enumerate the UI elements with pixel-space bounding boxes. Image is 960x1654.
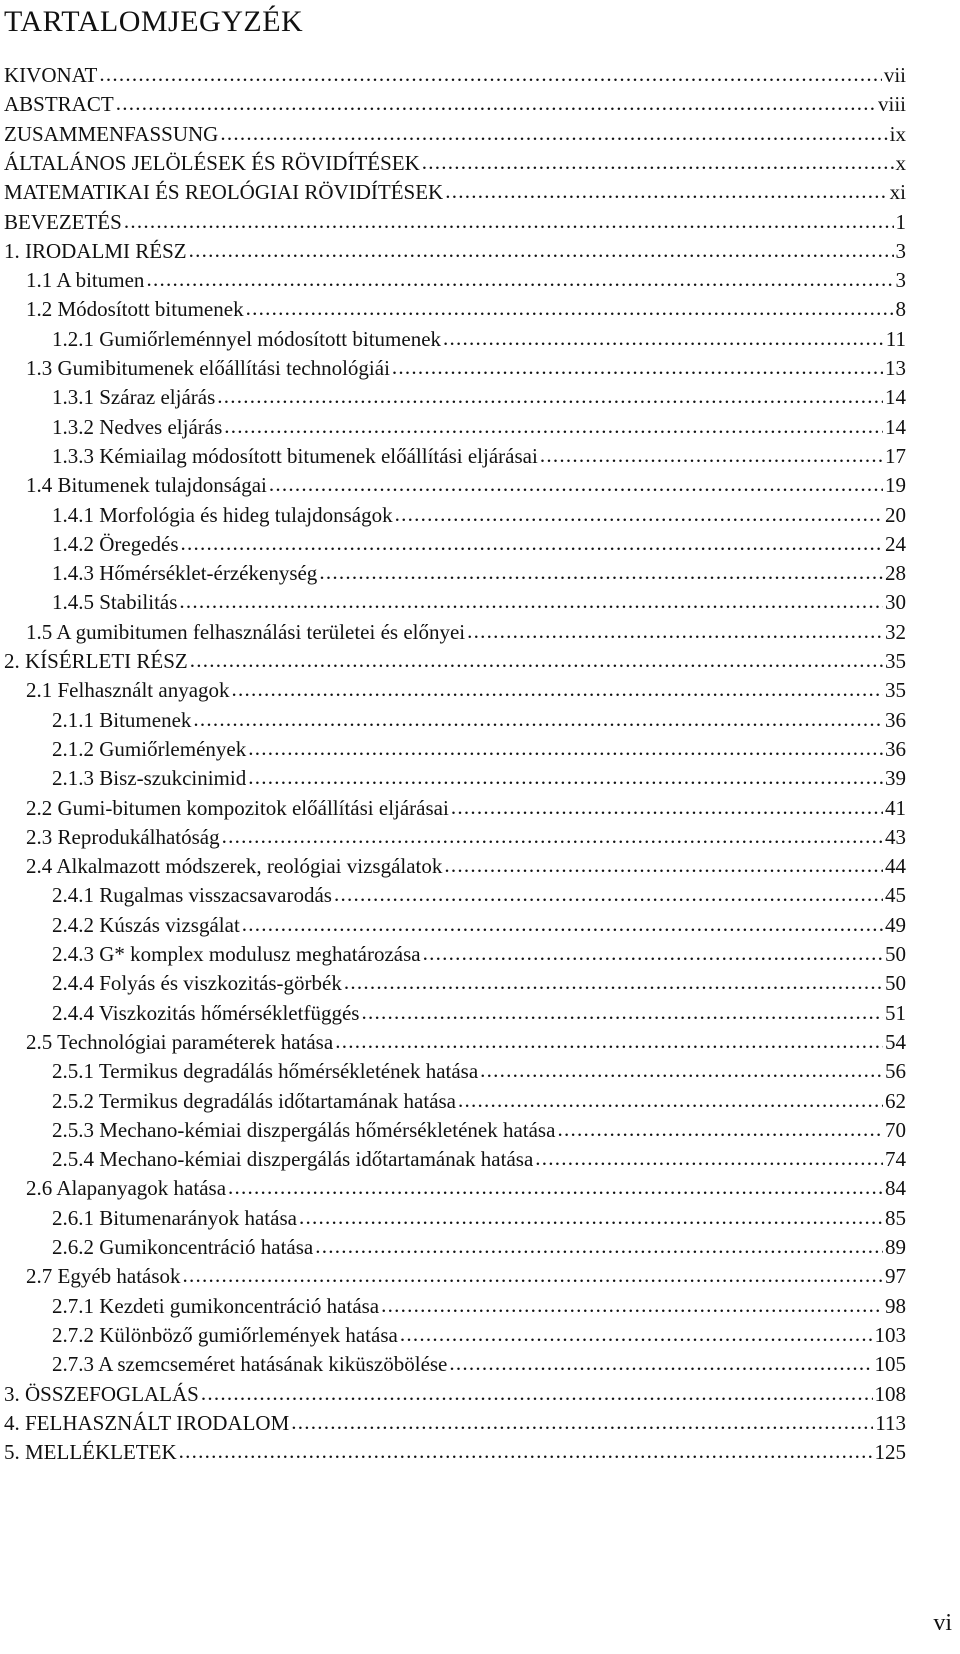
toc-entry-page-number: 89: [885, 1235, 906, 1259]
toc-leader-dots: [116, 91, 876, 116]
toc-entry-page-number: 70: [885, 1117, 906, 1142]
toc-entry-label: 2.6.1 Bitumenarányok hatása: [52, 1205, 297, 1230]
toc-entry[interactable]: [0, 1084, 960, 1114]
toc-entry-page-number: 35: [885, 649, 906, 673]
toc-leader-dots: [361, 1000, 883, 1025]
toc-entry-label: 2.7 Egyéb hatások: [26, 1264, 181, 1289]
toc-entry-label: 3. ÖSSZEFOGLALÁS: [4, 1381, 199, 1406]
toc-entry-label: 2.5.3 Mechano-kémiai diszpergálás hőmérsékletének hatása: [52, 1117, 556, 1142]
toc-entry-page-number: 35: [885, 678, 906, 703]
toc-entry[interactable]: [0, 1259, 960, 1289]
toc-entry-page-number: viii: [877, 92, 906, 117]
toc-leader-dots: [299, 1205, 883, 1230]
toc-entry-page-number: 30: [885, 590, 906, 615]
toc-entry[interactable]: [0, 732, 960, 762]
toc-leader-dots: [248, 736, 883, 761]
toc-entry[interactable]: [0, 292, 960, 322]
toc-leader-dots: [535, 1146, 883, 1171]
toc-entry[interactable]: [0, 146, 960, 176]
toc-entry-label: ABSTRACT: [4, 92, 114, 117]
toc-entry[interactable]: [0, 1347, 960, 1377]
toc-leader-dots: [540, 443, 883, 468]
toc-entry-label: 1.4 Bitumenek tulajdonságai: [26, 473, 267, 498]
toc-entry[interactable]: [0, 1025, 960, 1055]
toc-entry[interactable]: [0, 644, 960, 674]
toc-leader-dots: [222, 824, 883, 849]
toc-leader-dots: [344, 970, 883, 995]
toc-entry-page-number: 3: [895, 238, 906, 263]
toc-entry[interactable]: [0, 556, 960, 586]
toc-entry[interactable]: [0, 527, 960, 557]
toc-entry-page-number: 32: [885, 619, 906, 644]
toc-entry-page-number: 41: [885, 795, 906, 820]
toc-entry-label: 2.6 Alapanyagok hatása: [26, 1176, 227, 1201]
toc-leader-dots: [400, 1322, 873, 1347]
toc-entry-page-number: 1: [895, 209, 906, 234]
toc-entry[interactable]: [0, 1318, 960, 1348]
toc-entry[interactable]: [0, 498, 960, 528]
toc-entry[interactable]: [0, 380, 960, 410]
toc-entry[interactable]: [0, 761, 960, 791]
toc-entry-page-number: 20: [885, 502, 906, 527]
toc-entry-label: 2.4.4 Folyás és viszkozitás-görbék: [52, 971, 342, 996]
toc-entry[interactable]: [0, 673, 960, 703]
toc-entry-label: 2.4 Alkalmazott módszerek, reológiai vizsgálatok: [26, 854, 443, 879]
toc-entry-label: 4. FELHASZNÁLT IRODALOM: [4, 1410, 290, 1435]
toc-entry-page-number: 85: [885, 1205, 906, 1230]
toc-entry-page-number: 105: [874, 1352, 906, 1377]
toc-entry-page-number: xi: [889, 180, 906, 205]
toc-entry-label: 1.3.3 Kémiailag módosított bitumenek előállítási eljárásai: [52, 443, 538, 468]
toc-entry-label: 1.3 Gumibitumenek előállítási technológiái: [26, 356, 390, 380]
toc-entry-label: 1.4.2 Öregedés: [52, 531, 179, 556]
toc-leader-dots: [124, 209, 894, 234]
toc-entry[interactable]: [0, 1142, 960, 1172]
toc-entry[interactable]: [0, 234, 960, 264]
toc-entry[interactable]: [0, 849, 960, 879]
toc-entry[interactable]: [0, 585, 960, 615]
toc-entry-label: 1.2.1 Gumiőrleménnyel módosított bitumenek: [52, 326, 442, 351]
toc-entry-label: 2.6.2 Gumikoncentráció hatása: [52, 1235, 314, 1259]
toc-entry-label: 1.4.5 Stabilitás: [52, 590, 178, 615]
toc-entry[interactable]: [0, 87, 960, 117]
toc-entry[interactable]: [0, 791, 960, 821]
toc-entry-page-number: 19: [885, 473, 906, 498]
toc-entry-page-number: x: [895, 150, 906, 175]
toc-entry-page-number: 54: [885, 1029, 906, 1054]
toc-entry-page-number: vii: [883, 63, 906, 87]
toc-leader-dots: [189, 238, 894, 263]
toc-entry-label: 2.5.4 Mechano-kémiai diszpergálás időtartamának hatása: [52, 1147, 534, 1172]
toc-entry-label: 2.5 Technológiai paraméterek hatása: [26, 1029, 334, 1054]
toc-entry-page-number: 39: [885, 766, 906, 791]
toc-leader-dots: [224, 414, 883, 439]
toc-leader-dots: [291, 1410, 873, 1435]
toc-leader-dots: [183, 1263, 883, 1288]
toc-entry[interactable]: [0, 1289, 960, 1319]
toc-leader-dots: [179, 589, 883, 614]
toc-entry-page-number: 125: [874, 1440, 906, 1465]
toc-leader-dots: [422, 150, 894, 175]
toc-entry-page-number: 11: [885, 326, 906, 351]
toc-entry-page-number: 97: [885, 1264, 906, 1289]
toc-leader-dots: [392, 355, 883, 380]
toc-entry-label: 1. IRODALMI RÉSZ: [4, 238, 187, 263]
toc-entry-label: 2.1 Felhasznált anyagok: [26, 678, 230, 703]
toc-entry[interactable]: [0, 263, 960, 293]
toc-leader-dots: [99, 62, 882, 87]
toc-entry-page-number: 44: [885, 854, 906, 879]
toc-entry-page-number: 28: [885, 561, 906, 586]
toc-entry-page-number: 62: [885, 1088, 906, 1113]
toc-leader-dots: [319, 560, 883, 585]
toc-leader-dots: [423, 941, 883, 966]
toc-entry[interactable]: [0, 1054, 960, 1084]
toc-entry-page-number: 56: [885, 1059, 906, 1084]
toc-entry[interactable]: [0, 205, 960, 235]
toc-entry-label: KIVONAT: [4, 63, 98, 87]
toc-entry[interactable]: [0, 468, 960, 498]
toc-entry-label: 2. KÍSÉRLETI RÉSZ: [4, 649, 188, 673]
toc-entry-label: 2.4.4 Viszkozitás hőmérsékletfüggés: [52, 1000, 360, 1025]
toc-entry-label: 2.1.2 Gumiőrlemények: [52, 736, 247, 761]
toc-entry[interactable]: [0, 1113, 960, 1143]
toc-entry-page-number: 45: [885, 883, 906, 908]
toc-entry-label: 1.4.3 Hőmérséklet-érzékenység: [52, 561, 318, 586]
toc-leader-dots: [193, 707, 883, 732]
toc-entry[interactable]: [0, 937, 960, 967]
toc-entry-page-number: 13: [885, 356, 906, 380]
toc-leader-dots: [228, 1175, 883, 1200]
toc-entry-page-number: 50: [885, 971, 906, 996]
toc-entry-label: 1.2 Módosított bitumenek: [26, 297, 244, 322]
toc-entry[interactable]: [0, 58, 960, 88]
toc-leader-dots: [269, 472, 883, 497]
toc-leader-dots: [381, 1293, 883, 1318]
toc-entry[interactable]: [0, 908, 960, 938]
toc-entry[interactable]: [0, 322, 960, 352]
toc-entry-label: ZUSAMMENFASSUNG: [4, 121, 219, 146]
toc-entry[interactable]: [0, 1201, 960, 1231]
toc-entry-label: 1.4.1 Morfológia és hideg tulajdonságok: [52, 502, 393, 527]
toc-leader-dots: [451, 795, 883, 820]
toc-leader-dots: [395, 502, 883, 527]
toc-entry-page-number: 14: [885, 385, 906, 410]
toc-leader-dots: [449, 1351, 872, 1376]
toc-entry-page-number: 17: [885, 443, 906, 468]
toc-entry[interactable]: [0, 175, 960, 205]
toc-entry-page-number: 108: [874, 1381, 906, 1406]
toc-entry-label: MATEMATIKAI ÉS REOLÓGIAI RÖVIDÍTÉSEK: [4, 180, 444, 205]
toc-entry[interactable]: [0, 439, 960, 469]
page-number: vi: [933, 1610, 952, 1636]
page-title: TARTALOMJEGYZÉK: [4, 5, 304, 38]
toc-entry[interactable]: [0, 878, 960, 908]
toc-entry-label: 1.3.1 Száraz eljárás: [52, 385, 216, 410]
toc-leader-dots: [467, 619, 883, 644]
toc-leader-dots: [232, 677, 883, 702]
toc-entry[interactable]: [0, 615, 960, 645]
toc-entry-label: 1.3.2 Nedves eljárás: [52, 414, 223, 439]
toc-leader-dots: [246, 296, 894, 321]
toc-leader-dots: [445, 179, 887, 204]
toc-entry-page-number: 74: [885, 1147, 906, 1172]
toc-entry[interactable]: [0, 1406, 960, 1436]
toc-entry-page-number: 51: [885, 1000, 906, 1025]
toc-entry-page-number: 50: [885, 942, 906, 966]
toc-entry-label: 2.7.1 Kezdeti gumikoncentráció hatása: [52, 1293, 380, 1318]
toc-entry-page-number: 49: [885, 912, 906, 937]
toc-entry-label: 1.5 A gumibitumen felhasználási területei és előnyei: [26, 619, 466, 644]
toc-entry-label: 2.3 Reprodukálhatóság: [26, 824, 220, 849]
toc-entry[interactable]: [0, 410, 960, 440]
toc-entry-label: 2.4.3 G* komplex modulusz meghatározása: [52, 942, 421, 966]
toc-entry-page-number: 8: [895, 297, 906, 322]
toc-entry[interactable]: [0, 703, 960, 733]
toc-leader-dots: [217, 384, 883, 409]
toc-entry-page-number: 84: [885, 1176, 906, 1201]
toc-entry-page-number: ix: [889, 121, 906, 146]
toc-entry-page-number: 103: [874, 1322, 906, 1347]
toc-entry[interactable]: [0, 996, 960, 1026]
toc-entry-page-number: 14: [885, 414, 906, 439]
toc-entry-label: 2.7.2 Különböző gumiőrlemények hatása: [52, 1322, 398, 1347]
toc-entry[interactable]: [0, 1435, 960, 1465]
toc-entry-label: 5. MELLÉKLETEK: [4, 1440, 177, 1465]
toc-entry[interactable]: [0, 966, 960, 996]
toc-entry-page-number: 36: [885, 707, 906, 732]
toc-leader-dots: [248, 765, 883, 790]
toc-entry-page-number: 113: [875, 1410, 906, 1435]
toc-leader-dots: [315, 1234, 883, 1259]
toc-leader-dots: [444, 853, 883, 878]
toc-entry[interactable]: [0, 1171, 960, 1201]
toc-entry-label: 1.1 A bitumen: [26, 268, 145, 293]
toc-entry[interactable]: [0, 117, 960, 147]
toc-entry-label: 2.4.2 Kúszás vizsgálat: [52, 912, 240, 937]
toc-entry-label: 2.1.3 Bisz-szukcinimid: [52, 766, 247, 791]
toc-entry-label: 2.5.2 Termikus degradálás időtartamának hatása: [52, 1088, 457, 1113]
toc-entry-label: 2.5.1 Termikus degradálás hőmérsékletének hatása: [52, 1059, 479, 1084]
toc-entry-label: ÁLTALÁNOS JELÖLÉSEK ÉS RÖVIDÍTÉSEK: [4, 150, 420, 175]
toc-entry-page-number: 43: [885, 824, 906, 849]
toc-leader-dots: [201, 1381, 873, 1406]
toc-leader-dots: [220, 121, 887, 146]
toc-leader-dots: [443, 326, 884, 351]
toc-leader-dots: [480, 1058, 883, 1083]
toc-entry-page-number: 36: [885, 736, 906, 761]
toc-leader-dots: [146, 267, 893, 292]
toc-entry-page-number: 24: [885, 531, 906, 556]
toc-leader-dots: [458, 1088, 883, 1113]
toc-entry[interactable]: [0, 1230, 960, 1260]
toc-leader-dots: [334, 882, 883, 907]
toc-leader-dots: [179, 1439, 873, 1464]
toc-entry-page-number: 3: [895, 268, 906, 293]
toc-leader-dots: [181, 531, 883, 556]
toc-entry-label: 2.4.1 Rugalmas visszacsavarodás: [52, 883, 332, 908]
toc-entry[interactable]: [0, 351, 960, 381]
toc-entry-label: 2.2 Gumi-bitumen kompozitok előállítási eljárásai: [26, 795, 449, 820]
toc-entry-label: 2.1.1 Bitumenek: [52, 707, 192, 732]
toc-leader-dots: [190, 648, 883, 673]
toc-entry-label: 2.7.3 A szemcseméret hatásának kiküszöbölése: [52, 1352, 448, 1377]
toc-leader-dots: [557, 1117, 883, 1142]
toc-entry[interactable]: [0, 1377, 960, 1407]
toc-leader-dots: [335, 1029, 883, 1054]
toc-entry[interactable]: [0, 820, 960, 850]
toc-entry-label: BEVEZETÉS: [4, 209, 122, 234]
toc-entry-page-number: 98: [885, 1293, 906, 1318]
toc-leader-dots: [242, 912, 883, 937]
